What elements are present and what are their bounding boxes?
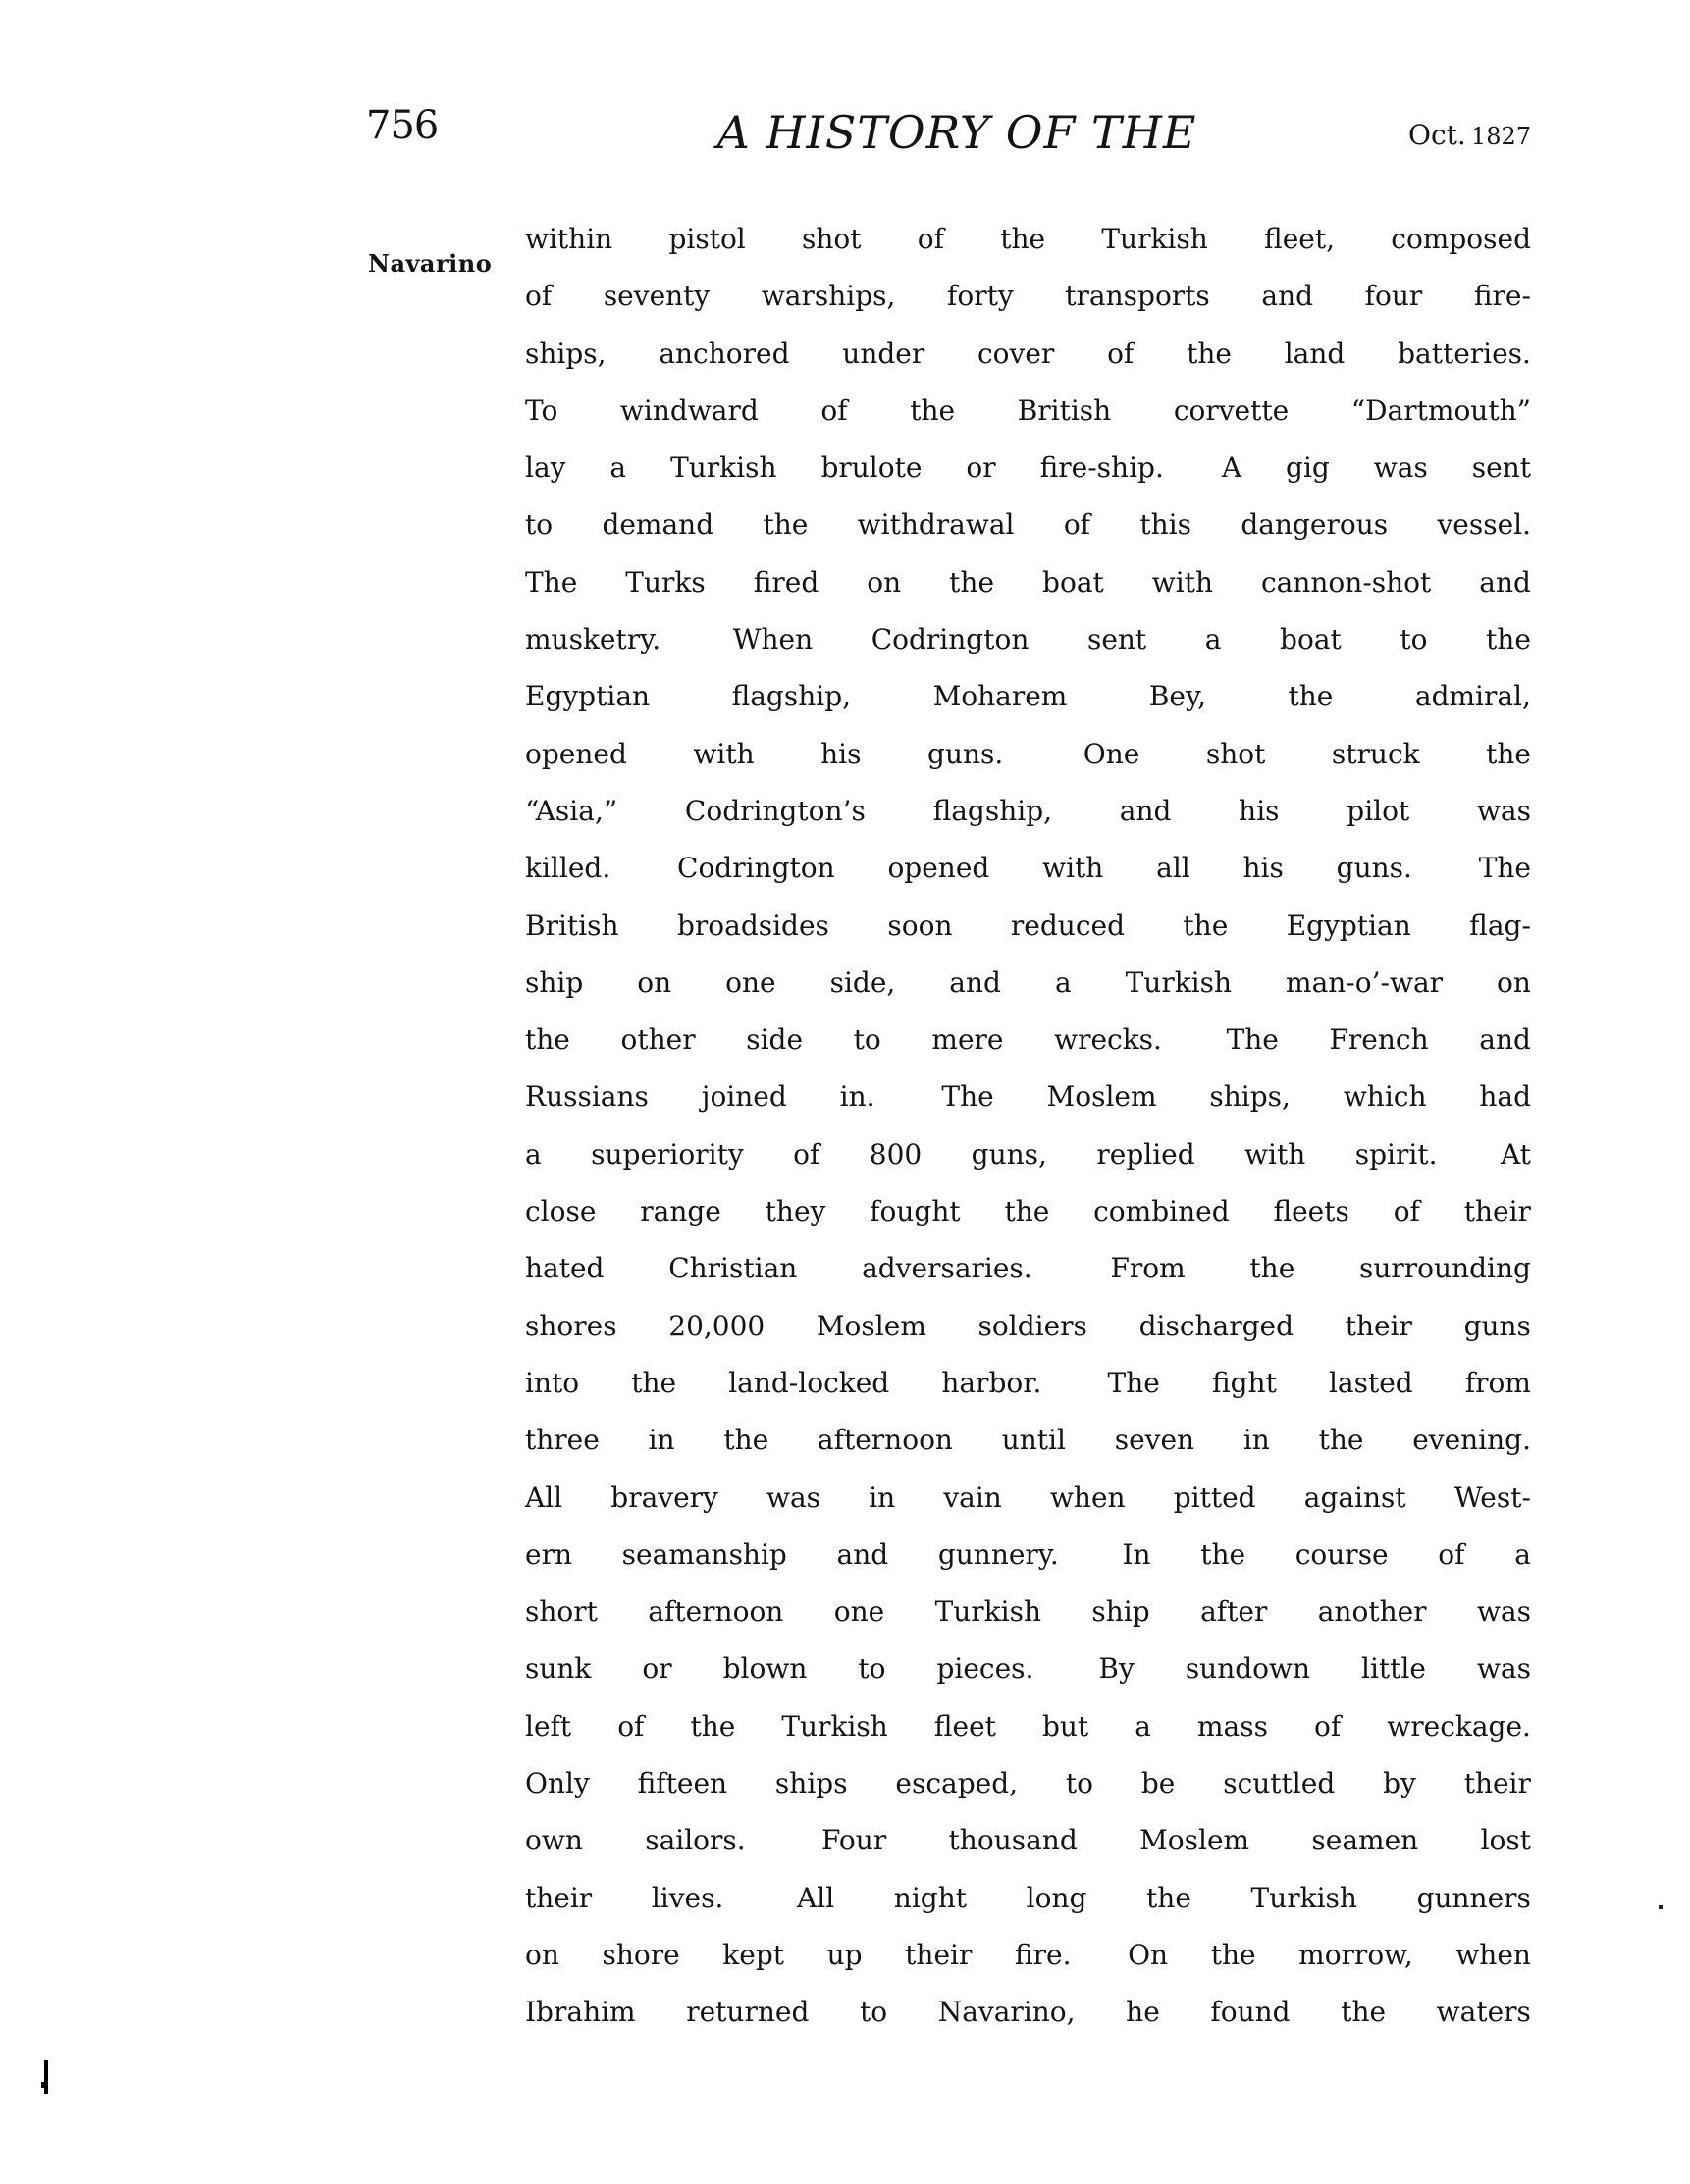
- scan-artifact-dot: [1659, 1905, 1663, 1909]
- text-line: their lives. All night long the Turkish gunners: [525, 1881, 1531, 1914]
- text-line: close range they fought the combined fleets of their: [525, 1195, 1531, 1228]
- text-line: lay a Turkish brulote or fire-ship. A gig was sent: [525, 451, 1531, 485]
- issue-date-month: Oct.: [1408, 119, 1466, 151]
- text-line: Ibrahim returned to Navarino, he found the waters: [525, 1996, 1531, 2029]
- text-line: a superiority of 800 guns, replied with spirit. At: [525, 1137, 1531, 1170]
- text-line: The Turks fired on the boat with cannon-shot and: [525, 565, 1531, 598]
- scan-artifact-tick: [44, 2060, 48, 2094]
- text-line: sunk or blown to pieces. By sundown little was: [525, 1652, 1531, 1686]
- text-line: Only fifteen ships escaped, to be scuttled by their: [525, 1767, 1531, 1800]
- text-line: the other side to mere wrecks. The French and: [525, 1023, 1531, 1057]
- text-line: within pistol shot of the Turkish fleet, composed: [525, 223, 1531, 255]
- text-line: into the land-locked harbor. The fight lasted from: [525, 1366, 1531, 1399]
- text-line: on shore kept up their fire. On the morrow, when: [525, 1938, 1531, 1971]
- text-line: British broadsides soon reduced the Egyptian flag-: [525, 909, 1531, 942]
- text-line: to demand the withdrawal of this dangerous vessel.: [525, 508, 1531, 542]
- running-title: A HISTORY OF THE: [716, 106, 1197, 159]
- text-line: ship on one side, and a Turkish man-o’-war on: [525, 965, 1531, 999]
- text-line: ships, anchored under cover of the land batteries.: [525, 337, 1531, 370]
- text-line: Egyptian flagship, Moharem Bey, the admiral,: [525, 680, 1531, 713]
- text-line: left of the Turkish fleet but a mass of wreckage.: [525, 1709, 1531, 1742]
- text-line: three in the afternoon until seven in the evening.: [525, 1424, 1531, 1457]
- text-line: own sailors. Four thousand Moslem seamen lost: [525, 1824, 1531, 1857]
- text-line: Russians joined in. The Moslem ships, which had: [525, 1080, 1531, 1114]
- page-number: 756: [366, 103, 439, 148]
- text-line: All bravery was in vain when pitted against West-: [525, 1481, 1531, 1514]
- text-line: musketry. When Codrington sent a boat to the: [525, 623, 1531, 656]
- text-line: “Asia,” Codrington’s flagship, and his pilot was: [525, 794, 1531, 827]
- issue-date-year: 1827: [1470, 123, 1531, 150]
- text-line: hated Christian adversaries. From the surrounding: [525, 1252, 1531, 1285]
- issue-date: [1408, 119, 1531, 151]
- text-line: ern seamanship and gunnery. In the course of a: [525, 1537, 1531, 1571]
- text-line: opened with his guns. One shot struck the: [525, 737, 1531, 770]
- text-line: To windward of the British corvette “Dartmouth”: [525, 393, 1531, 427]
- margin-note-navarino: Navarino: [368, 249, 493, 278]
- body-text-column: [525, 211, 1531, 2042]
- text-line: short afternoon one Turkish ship after another was: [525, 1595, 1531, 1629]
- text-line: killed. Codrington opened with all his guns. The: [525, 852, 1531, 885]
- text-line: shores 20,000 Moslem soldiers discharged their guns: [525, 1309, 1531, 1342]
- text-line: of seventy warships, forty transports and four fire-: [525, 280, 1531, 313]
